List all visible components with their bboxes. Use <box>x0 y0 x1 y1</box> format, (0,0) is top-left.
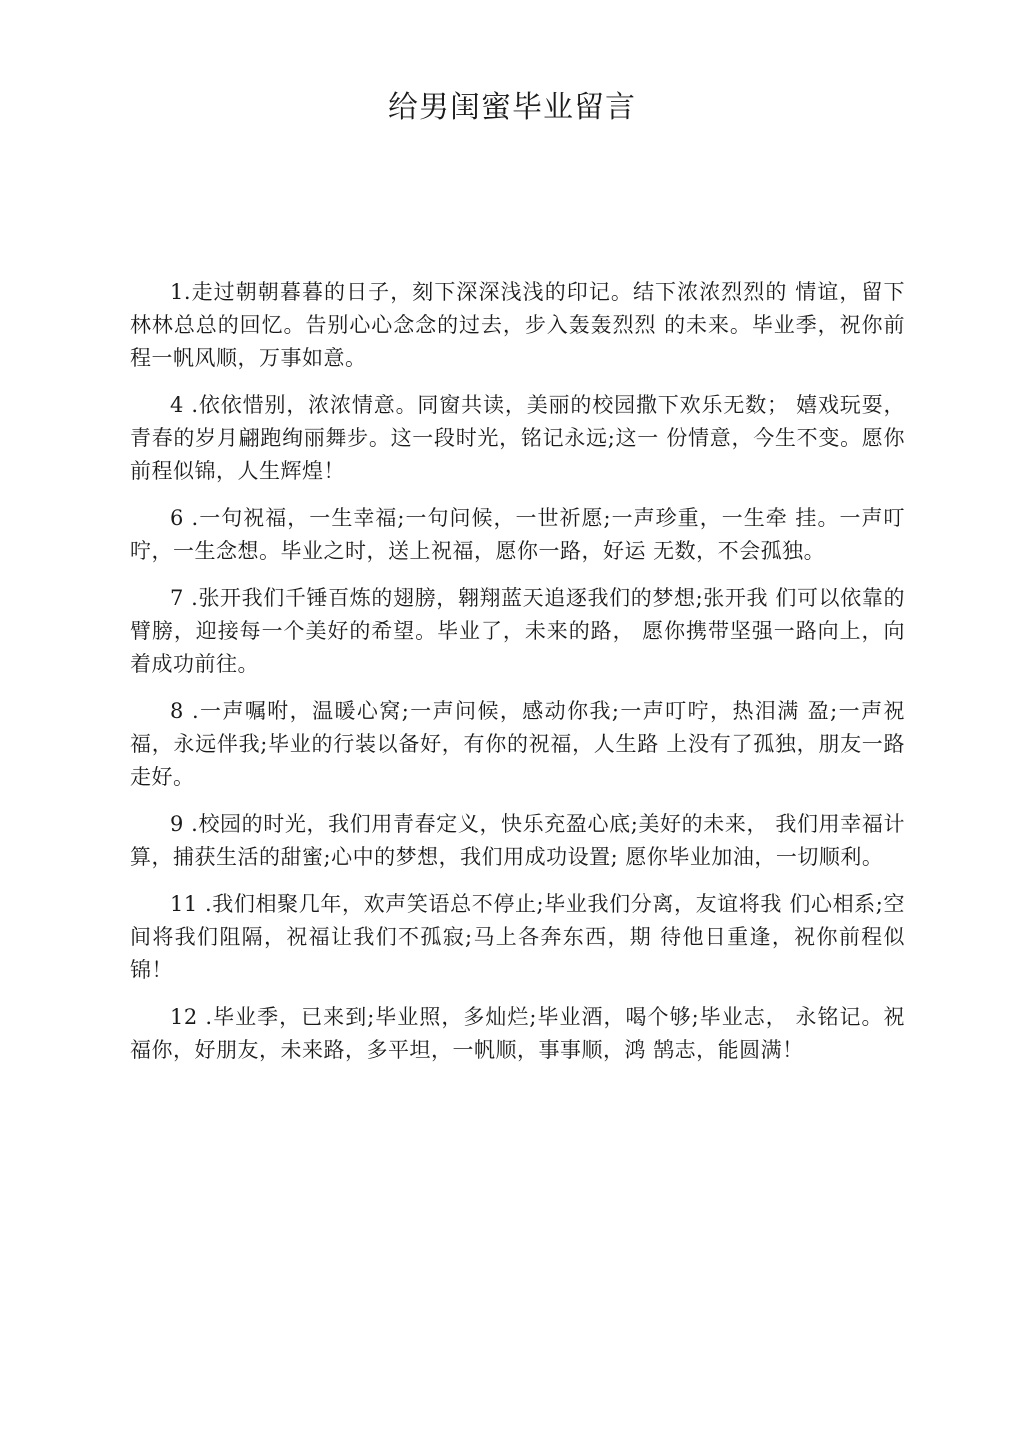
paragraph-6: 6 .一句祝福，一生幸福;一句问候，一世祈愿;一声珍重，一生牵 挂。一声叮咛，一生念想。毕业之时，送上祝福，愿你一路，好运 无数，不会孤独。 <box>130 506 905 563</box>
paragraph-9: 9 .校园的时光，我们用青春定义，快乐充盈心底;美好的未来， 我们用幸福计算，捕获生活的甜蜜;心中的梦想，我们用成功设置; 愿你毕业加油，一切顺利。 <box>130 812 905 869</box>
paragraph-7: 7 .张开我们千锤百炼的翅膀，翱翔蓝天追逐我们的梦想;张开我 们可以依靠的臂膀，迎接每一个美好的希望。毕业了，未来的路， 愿你携带坚强一路向上，向着成功前往。 <box>130 586 905 676</box>
paragraph-1: 1.走过朝朝暮暮的日子，刻下深深浅浅的印记。结下浓浓烈烈的 情谊，留下林林总总的回忆。告别心心念念的过去，步入轰轰烈烈 的未来。毕业季，祝你前程一帆风顺，万事如意。 <box>130 280 905 370</box>
paragraph-4: 4 .依依惜别，浓浓情意。同窗共读，美丽的校园撒下欢乐无数； 嬉戏玩耍，青春的岁月翩跑绚丽舞步。这一段时光，铭记永远;这一 份情意，今生不变。愿你前程似锦，人生辉煌！ <box>130 393 905 483</box>
document-body <box>130 276 905 1081</box>
paragraph-12: 12 .毕业季，已来到;毕业照，多灿烂;毕业酒，喝个够;毕业志， 永铭记。祝福你，好朋友，未来路，多平坦，一帆顺，事事顺，鸿 鹄志，能圆满！ <box>130 1005 905 1062</box>
paragraph-8: 8 .一声嘱咐，温暖心窝;一声问候，感动你我;一声叮咛，热泪满 盈;一声祝福，永远伴我;毕业的行装以备好，有你的祝福，人生路 上没有了孤独，朋友一路走好。 <box>130 699 905 789</box>
document-title: 给男闺蜜毕业留言 <box>388 90 636 125</box>
paragraph-11: 11 .我们相聚几年，欢声笑语总不停止;毕业我们分离，友谊将我 们心相系;空间将我们阻隔，祝福让我们不孤寂;马上各奔东西，期 待他日重逢，祝你前程似锦！ <box>130 892 905 982</box>
